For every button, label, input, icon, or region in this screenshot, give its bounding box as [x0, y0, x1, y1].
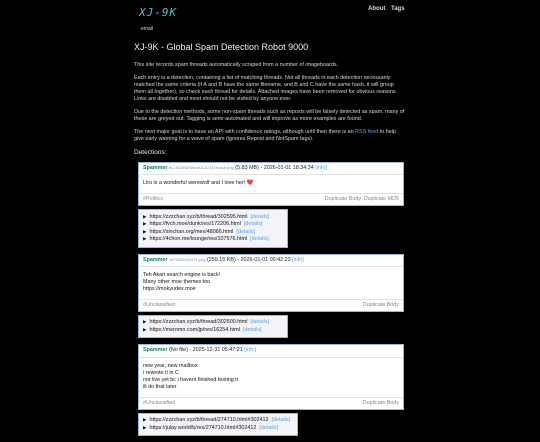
intro-text: This site records spam threads automatically scraped from a number of imageboards. — [134, 61, 339, 68]
match-reason: Duplicate Body — [362, 301, 399, 308]
thread-row[interactable] — [143, 236, 283, 243]
thread-list — [138, 413, 298, 437]
tag-label[interactable]: #Unclassified — [143, 301, 176, 308]
thread-url: https://zzzchan.xyz/b/thread/302595.html — [149, 213, 248, 220]
expand-triangle-icon[interactable]: ▶ — [143, 424, 147, 430]
expand-triangle-icon[interactable]: ▶ — [143, 326, 147, 332]
spammer-label: Spammer — [143, 165, 168, 172]
rss-feed-link[interactable]: RSS feed — [355, 128, 379, 135]
spammer-label: Spammer — [143, 347, 168, 354]
detection-footer — [139, 194, 403, 205]
details-link[interactable]: [details] — [250, 236, 269, 243]
page-title: XJ-9K - Global Spam Detection Robot 9000 — [134, 42, 309, 52]
email-link[interactable]: email — [141, 26, 153, 32]
post-line: Liru is a wonderful werewolf and I love her! ❤️ — [143, 180, 254, 187]
tag-label[interactable]: #Politics — [143, 196, 164, 203]
thread-url: https://zzzchan.xyz/b/thread/274710.html#302412 — [149, 417, 269, 424]
top-nav — [368, 6, 409, 14]
thread-row[interactable] — [143, 417, 293, 424]
file-hash[interactable]: 1574225411971.png — [169, 256, 206, 262]
detections-heading: Detections: — [134, 148, 167, 156]
thread-list — [138, 209, 288, 248]
thread-url: https://meromn.com/jp/res/16254.html — [149, 326, 240, 333]
api-note-after: to help give early warning for a wave of spam (ignores Repost and NotSpam tags). — [134, 128, 396, 142]
info-link[interactable]: [info] — [315, 165, 327, 172]
post-line: https://mokyudex.moe — [143, 285, 196, 292]
file-meta: (259.15 KB) - 2026-01-01 00:42:23 — [205, 256, 293, 263]
details-link[interactable]: [details] — [259, 424, 278, 431]
expand-triangle-icon[interactable]: ▶ — [143, 228, 147, 234]
api-note-before: The next major goal is to have an API with confidence ratings, although until then there is an — [134, 128, 356, 135]
info-link[interactable]: [info] — [292, 256, 304, 263]
thread-list — [138, 315, 288, 339]
false-positive-note: Due to the detection methods, some non-spam threads such as reposts will be falsely detected as spam, many of these are greyed out. Tagging is semi-automated and will improve as more examples are found. — [134, 108, 405, 122]
file-hash[interactable]: eL1Nx2RkVWmE1LiCV37XuwA.png — [169, 165, 234, 171]
details-link[interactable]: [details] — [236, 228, 255, 235]
main-content — [134, 42, 406, 442]
details-link[interactable]: [details] — [250, 213, 270, 220]
nav-tags[interactable]: Tags — [391, 6, 405, 12]
detection-header — [139, 163, 403, 175]
post-line: Many other moe themes too. — [143, 278, 212, 285]
site-logo[interactable]: XJ-9K — [139, 6, 178, 19]
spammer-label: Spammer — [143, 256, 168, 263]
details-link[interactable]: [details] — [271, 417, 291, 424]
thread-url: https://julay.world/b/res/274710.html#302412 — [149, 424, 257, 431]
details-link[interactable]: [details] — [242, 326, 262, 333]
thread-row[interactable] — [143, 229, 283, 236]
tag-label[interactable]: #Unclassified — [143, 399, 176, 406]
info-link[interactable]: [info] — [244, 347, 256, 354]
expand-triangle-icon[interactable]: ▶ — [143, 213, 147, 219]
post-body — [139, 175, 403, 194]
post-line: ill do that later — [143, 383, 177, 390]
match-reason: Duplicate Body — [362, 399, 399, 406]
detection-header — [139, 345, 403, 357]
post-body — [139, 267, 403, 300]
post-body — [139, 358, 403, 398]
expand-triangle-icon[interactable]: ▶ — [143, 319, 147, 325]
detection-card — [138, 162, 404, 206]
detection-header — [139, 255, 403, 267]
thread-row[interactable] — [143, 221, 283, 228]
thread-row[interactable] — [143, 214, 283, 221]
thread-url: https://4chon.me/lounge/res/107576.html — [149, 236, 248, 243]
api-note — [134, 129, 406, 143]
detection-explanation: Each entry is a detection, containing a list of matching threads. Not all threads in each detection necessarily matched the same criteria (if A and B have the same filename, and B and C have the same hash, it will group them all together), so check each thread for details. Attached images have been removed for obvious reasons. Links are disabled and most should not be visited by anyone ever. — [134, 74, 398, 102]
post-line: Teh Akari search engine is back! — [143, 271, 221, 278]
expand-triangle-icon[interactable]: ▶ — [143, 417, 147, 423]
nav-about[interactable]: About — [368, 6, 386, 12]
file-meta: (No file) - 2025-12-31 05:47:21 — [169, 347, 245, 354]
post-line: not live yet bc i havent finished testing it — [143, 376, 238, 383]
match-reason: Duplicate Body, Duplicate MD5 — [324, 196, 399, 203]
thread-row[interactable] — [143, 319, 283, 326]
post-line: new year, new mailbox — [143, 362, 198, 369]
thread-url: https://sinchan.org/mex/48066.html — [149, 228, 234, 235]
detection-footer — [139, 398, 403, 409]
expand-triangle-icon[interactable]: ▶ — [143, 236, 147, 242]
thread-url: https://zzzchan.xyz/b/thread/302500.html — [149, 319, 248, 326]
detection-footer — [139, 300, 403, 311]
detection-card — [138, 344, 404, 409]
detection-card — [138, 254, 404, 312]
file-meta: (5.83 MB) - 2026-01-01 18:34:34 — [233, 165, 316, 172]
thread-url: https://fvch.moe/dunk/res/172206.html — [149, 221, 241, 228]
details-link[interactable]: [details] — [250, 319, 270, 326]
thread-row[interactable] — [143, 327, 283, 334]
details-link[interactable]: [details] — [243, 221, 263, 228]
expand-triangle-icon[interactable]: ▶ — [143, 221, 147, 227]
post-line: i rewrote it in C — [143, 369, 179, 376]
thread-row[interactable] — [143, 425, 293, 432]
